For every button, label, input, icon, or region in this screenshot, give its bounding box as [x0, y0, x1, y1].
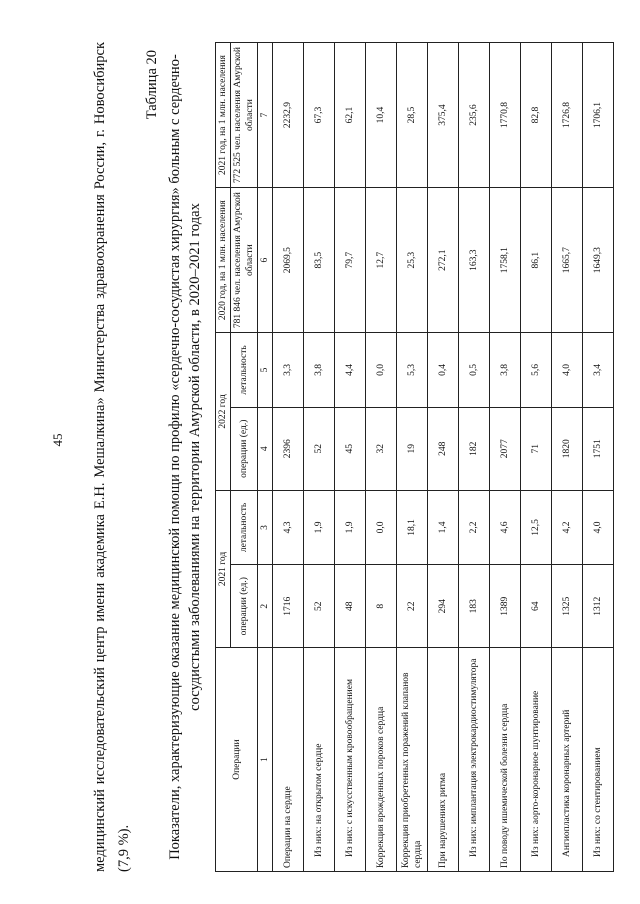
- operation-name-cell: При нарушениях ритма: [428, 648, 459, 872]
- rotated-content: [80, 42, 603, 872]
- header-ops-2021: операции (ед.): [231, 565, 258, 648]
- per-mln-2021-cell: 2232,9: [273, 43, 304, 188]
- per-mln-2020-cell: 79,7: [335, 188, 366, 333]
- header-operations: Операции: [216, 648, 258, 872]
- lethality-2022-cell: 3,4: [583, 333, 614, 408]
- table-body: [273, 43, 614, 872]
- per-mln-2021-cell: 10,4: [366, 43, 397, 188]
- table-row: [459, 43, 490, 872]
- lethality-2021-cell: 0,0: [366, 490, 397, 565]
- operation-name-cell: Коррекция приобретенных поражений клапанов сердца: [397, 648, 428, 872]
- per-mln-2021-cell: 1726,8: [552, 43, 583, 188]
- table-number: Таблица 20: [144, 50, 160, 120]
- header-2021: 2021 год: [216, 490, 231, 648]
- per-mln-2020-cell: 1649,3: [583, 188, 614, 333]
- per-mln-2020-cell: 1758,1: [490, 188, 521, 333]
- operations-2021-cell: 1325: [552, 565, 583, 648]
- column-number: 5: [258, 333, 273, 408]
- lethality-2021-cell: 1,9: [304, 490, 335, 565]
- lethality-2022-cell: 3,8: [304, 333, 335, 408]
- operation-name-cell: Из них: с искусственным кровообращением: [335, 648, 366, 872]
- operations-2022-cell: 1820: [552, 407, 583, 490]
- header-population-2021: 772 525 чел. населения Амурской области: [231, 43, 258, 188]
- per-mln-2021-cell: 1706,1: [583, 43, 614, 188]
- per-mln-2020-cell: 25,3: [397, 188, 428, 333]
- operations-2022-cell: 52: [304, 407, 335, 490]
- per-mln-2021-cell: 235,6: [459, 43, 490, 188]
- operations-2022-cell: 248: [428, 407, 459, 490]
- header-2021-per-mln: 2021 год, на 1 млн. населения: [216, 43, 231, 188]
- operations-2022-cell: 2077: [490, 407, 521, 490]
- lethality-2021-cell: 12,5: [521, 490, 552, 565]
- column-number: 1: [258, 648, 273, 872]
- table-row: [304, 43, 335, 872]
- per-mln-2020-cell: 86,1: [521, 188, 552, 333]
- operations-2022-cell: 71: [521, 407, 552, 490]
- per-mln-2021-cell: 1770,8: [490, 43, 521, 188]
- operations-2021-cell: 8: [366, 565, 397, 648]
- table-row: [521, 43, 552, 872]
- header-2022: 2022 год: [216, 333, 231, 491]
- table-row: [366, 43, 397, 872]
- operations-2021-cell: 64: [521, 565, 552, 648]
- per-mln-2020-cell: 1665,7: [552, 188, 583, 333]
- lethality-2022-cell: 5,6: [521, 333, 552, 408]
- header-lethality-2022: летальность: [231, 333, 258, 408]
- operations-2021-cell: 1312: [583, 565, 614, 648]
- lethality-2021-cell: 4,6: [490, 490, 521, 565]
- lethality-2021-cell: 1,4: [428, 490, 459, 565]
- lethality-2021-cell: 2,2: [459, 490, 490, 565]
- intro-paragraph: медицинский исследовательский центр имени академика Е.Н. Мешалкина» Министерства здравоохранения России, г. Новосибирск (7,9 %).: [92, 42, 132, 872]
- per-mln-2020-cell: 2069,5: [273, 188, 304, 333]
- column-number: 7: [258, 43, 273, 188]
- lethality-2021-cell: 4,3: [273, 490, 304, 565]
- operations-2021-cell: 1389: [490, 565, 521, 648]
- lethality-2022-cell: 0,5: [459, 333, 490, 408]
- table-row: [552, 43, 583, 872]
- lethality-2021-cell: 4,0: [583, 490, 614, 565]
- operations-2021-cell: 1716: [273, 565, 304, 648]
- lethality-2022-cell: 0,4: [428, 333, 459, 408]
- per-mln-2020-cell: 12,7: [366, 188, 397, 333]
- operations-2021-cell: 294: [428, 565, 459, 648]
- table-row: [428, 43, 459, 872]
- operations-2021-cell: 183: [459, 565, 490, 648]
- operation-name-cell: Операции на сердце: [273, 648, 304, 872]
- table-row: [583, 43, 614, 872]
- operation-name-cell: Коррекция врожденных пороков сердца: [366, 648, 397, 872]
- operation-name-cell: Из них: со стентированием: [583, 648, 614, 872]
- operations-2021-cell: 22: [397, 565, 428, 648]
- column-number: 3: [258, 490, 273, 565]
- operations-2022-cell: 1751: [583, 407, 614, 490]
- operation-name-cell: Из них: на открытом сердце: [304, 648, 335, 872]
- operations-2021-cell: 52: [304, 565, 335, 648]
- header-2020-per-mln: 2020 год, на 1 млн. населения: [216, 188, 231, 333]
- per-mln-2021-cell: 28,5: [397, 43, 428, 188]
- table-title: Показатели, характеризующие оказание медицинской помощи по профилю «сердечно-сосудистая хирургия» больным с сердечно-сосудистыми заболеваниями на территории Амурской области, в 2020–2021 годах: [167, 54, 203, 860]
- header-lethality-2021: летальность: [231, 490, 258, 565]
- column-number: 6: [258, 188, 273, 333]
- lethality-2022-cell: 3,8: [490, 333, 521, 408]
- header-population-2020: 781 846 чел. населения Амурской области: [231, 188, 258, 333]
- header-ops-2022: операции (ед.): [231, 407, 258, 490]
- table-row: [273, 43, 304, 872]
- operation-name-cell: Ангиопластика коронарных артерий: [552, 648, 583, 872]
- per-mln-2020-cell: 83,5: [304, 188, 335, 333]
- operation-name-cell: По поводу ишемической болезни сердца: [490, 648, 521, 872]
- column-number: 2: [258, 565, 273, 648]
- operations-2022-cell: 45: [335, 407, 366, 490]
- lethality-2021-cell: 18,1: [397, 490, 428, 565]
- operations-2021-cell: 48: [335, 565, 366, 648]
- lethality-2022-cell: 5,3: [397, 333, 428, 408]
- lethality-2021-cell: 1,9: [335, 490, 366, 565]
- lethality-2022-cell: 3,3: [273, 333, 304, 408]
- lethality-2022-cell: 4,0: [552, 333, 583, 408]
- operations-2022-cell: 2396: [273, 407, 304, 490]
- operations-2022-cell: 32: [366, 407, 397, 490]
- per-mln-2020-cell: 163,3: [459, 188, 490, 333]
- operation-name-cell: Из них: имплантация электрокардиостимулятора: [459, 648, 490, 872]
- table-row: [490, 43, 521, 872]
- per-mln-2021-cell: 82,8: [521, 43, 552, 188]
- per-mln-2021-cell: 62,1: [335, 43, 366, 188]
- lethality-2021-cell: 4,2: [552, 490, 583, 565]
- page-number: 45: [50, 433, 65, 447]
- column-number: 4: [258, 407, 273, 490]
- table-row: [335, 43, 366, 872]
- operations-2022-cell: 19: [397, 407, 428, 490]
- operation-name-cell: Из них: аорто-коронарное шунтирование: [521, 648, 552, 872]
- per-mln-2021-cell: 67,3: [304, 43, 335, 188]
- lethality-2022-cell: 4,4: [335, 333, 366, 408]
- operations-table: [215, 42, 614, 872]
- per-mln-2020-cell: 272,1: [428, 188, 459, 333]
- lethality-2022-cell: 0,0: [366, 333, 397, 408]
- operations-2022-cell: 182: [459, 407, 490, 490]
- per-mln-2021-cell: 375,4: [428, 43, 459, 188]
- table-row: [397, 43, 428, 872]
